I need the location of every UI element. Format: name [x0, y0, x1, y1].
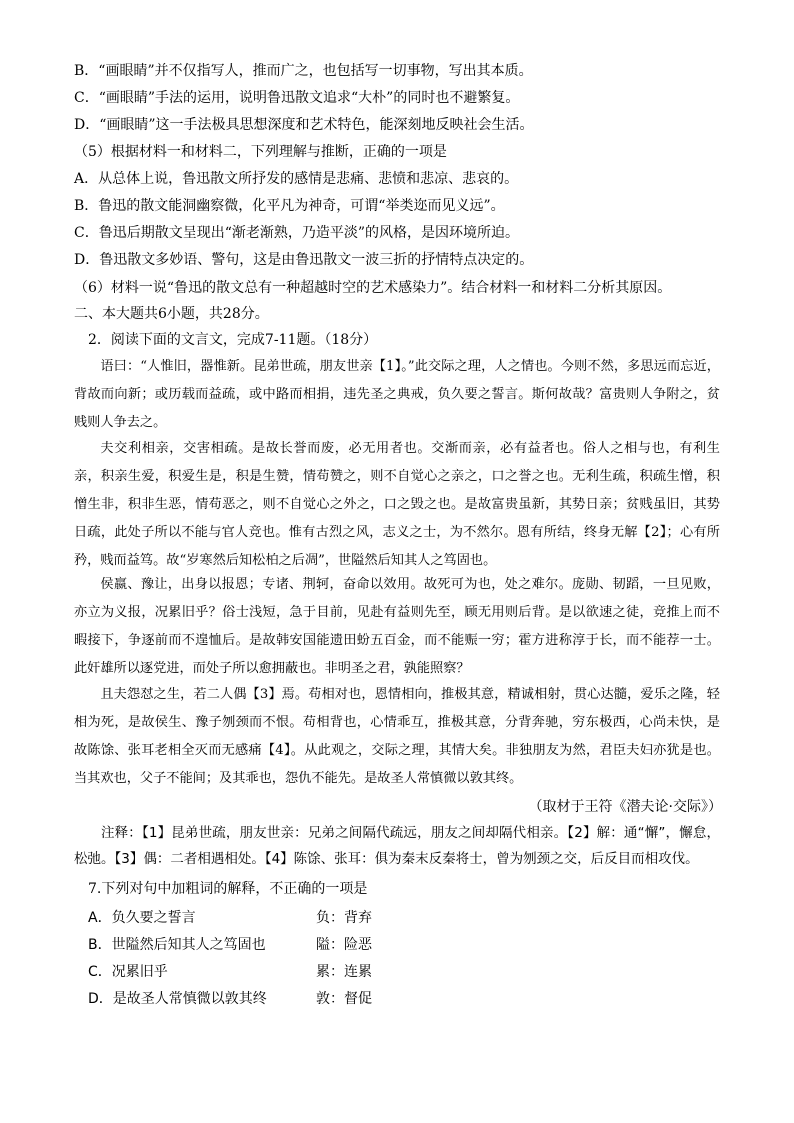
question-5-option-b: B．鲁迅的散文能洞幽察微，化平凡为神奇，可谓“举类迩而见义远”。 — [74, 198, 505, 214]
question-7-option-c-gloss: 累：连累 — [316, 964, 372, 980]
question-7-option-b-gloss: 隘：险恶 — [316, 937, 372, 953]
passage-paragraph-4: 且夫怨怼之生，若二人偶【3】焉。苟相对也，恩情相向，推极其意，精诚相射，贯心达髓，爱乐之隆，轻相为死，是故侯生、豫子刎颈而不恨。苟相背也，心情乖互，推极其意，分背奔驰，穷东极西，心尚未快，是故陈馀、张耳老相全灭而无感痛【4】。从此观之，交际之理，其情大矣。非独朋友为然，君臣夫妇亦犹是也。当其欢也，父子不能间；及其乖也，怨仇不能先。是故圣人常慎微以敦其终。 — [74, 687, 720, 786]
question-5-option-a: A．从总体上说，鲁迅散文所抒发的感情是悲痛、悲愤和悲凉、悲哀的。 — [74, 171, 519, 187]
passage-paragraph-2: 夫交利相亲，交害相疏。是故长誉而废，必无用者也。交渐而亲，必有益者也。俗人之相与也，有利生亲，积亲生爱，积爱生是，积是生赞，情苟赞之，则不自觉心之亲之，口之誉之也。无利生疏，积疏生憎，积憎生非，积非生恶，情苟恶之，则不自觉心之外之，口之毁之也。是故富贵虽新，其势日亲；贫贱虽旧，其势日疏，此处子所以不能与官人竞也。惟有古烈之风，志义之士，为不然尔。恩有所结，终身无解【2】；心有所矜，贱而益笃。故“岁寒然后知松柏之后凋”，世隘然后知其人之笃固也。 — [74, 441, 720, 568]
question-7-option-a-gloss: 负：背弃 — [316, 910, 372, 926]
passage-paragraph-3: 侯嬴、豫让，出身以报恩；专诸、荆轲，奋命以效用。故死可为也，处之难尔。庞勋、韧蹈，一旦见败，亦立为义报，况累旧乎？俗士浅短，急于目前，见赴有益则先至，顾无用则后背。是以欲速之徒，竞推上而不暇接下，争逐前而不遑恤后。是故韩安国能遗田蚡五百金，而不能赈一穷；霍方进称淳于长，而不能荐一士。此奸雄所以逐党进，而处子所以愈拥蔽也。非明圣之君，孰能照察？ — [74, 577, 720, 676]
question-5-option-c: C．鲁迅后期散文呈现出“渐老渐熟，乃造平淡”的风格，是因环境所迫。 — [74, 225, 520, 241]
question-7-option-d-gloss: 敦：督促 — [316, 991, 372, 1007]
option-c-line: C．“画眼睛”手法的运用，说明鲁迅散文追求“大朴”的同时也不避繁复。 — [74, 90, 520, 106]
question-7-option-a: A．负久要之誓言 — [88, 910, 196, 926]
question-7-stem: 7.下列对句中加粗词的解释，不正确的一项是 — [88, 881, 368, 897]
question-7-option-b: B．世隘然后知其人之笃固也 — [88, 937, 266, 953]
option-d-line: D．“画眼睛”这一手法极具思想深度和艺术特色，能深刻地反映社会生活。 — [74, 117, 534, 133]
question-6: （6）材料一说“鲁迅的散文总有一种超越时空的艺术感染力”。结合材料一和材料二分析其原因。 — [74, 280, 672, 296]
annotations: 注释：【1】昆弟世疏，朋友世亲：兄弟之间隔代疏远，朋友之间却隔代相亲。【2】解：通“懈”，懈怠，松弛。【3】偶：二者相遇相处。【4】陈馀、张耳：俱为秦末反秦将士，曾为刎颈之交，后反目而相攻伐。 — [74, 825, 720, 867]
question-5-stem: （5）根据材料一和材料二，下列理解与推断，正确的一项是 — [74, 144, 447, 160]
question-7-option-d: D．是故圣人常慎微以敦其终 — [88, 991, 267, 1007]
question-5-option-d: D．鲁迅散文多妙语、警句，这是由鲁迅散文一波三折的抒情特点决定的。 — [74, 252, 534, 268]
passage-paragraph-1: 语曰：“人惟旧，器惟新。昆弟世疏，朋友世亲【1】。”此交际之理，人之情也。今则不然，多思远而忘近，背故而向新；或历载而益疏，或中路而相捐，违先圣之典戒，负久要之誓言。斯何故哉？富贵则人争附之，贫贱则人争去之。 — [74, 359, 720, 430]
question-2-intro: 2．阅读下面的文言文，完成7-11题。（18分） — [88, 332, 378, 348]
question-7-option-c: C．况累旧乎 — [88, 964, 168, 980]
passage-source: （取材于王符《潜夫论·交际》） — [528, 799, 722, 815]
option-b-line: B．“画眼睛”并不仅指写人，推而广之，也包括写一切事物，写出其本质。 — [74, 63, 533, 79]
section-heading: 二、本大题共6小题，共28分。 — [74, 306, 269, 322]
